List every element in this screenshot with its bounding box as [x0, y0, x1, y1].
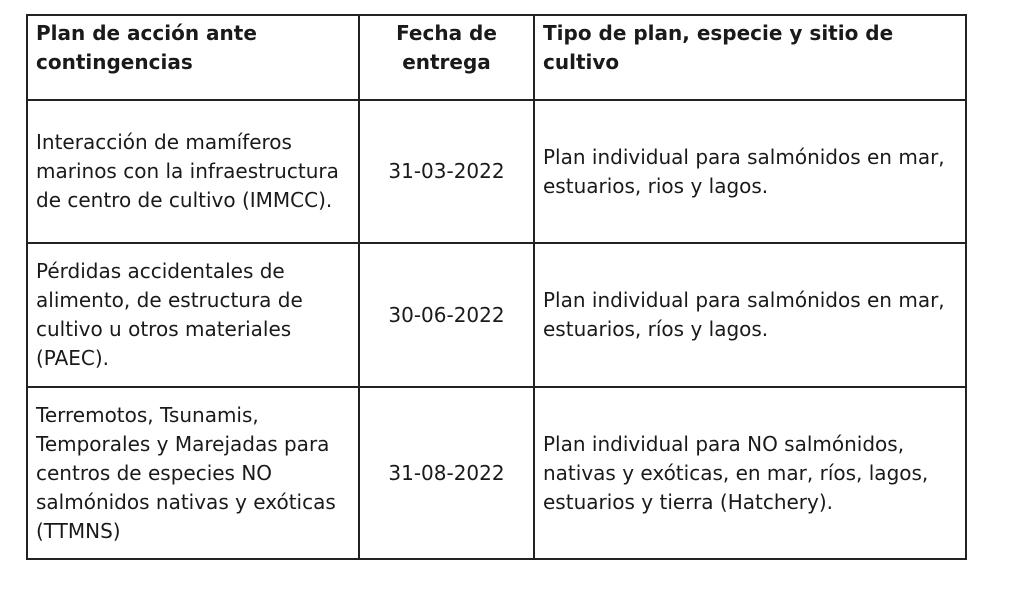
- table-row: [27, 243, 966, 387]
- plan-text: Interacción de mamíferos marinos con la infraestructura de centro de cultivo (IMMCC).: [36, 130, 339, 212]
- tipo-text: Plan individual para salmónidos en mar, estuarios, rios y lagos.: [543, 144, 945, 198]
- header-tipo: [534, 15, 966, 100]
- cell-plan: [27, 100, 359, 243]
- contingency-plans-table: [26, 14, 967, 560]
- fecha-text: 31-08-2022: [388, 460, 505, 485]
- plan-text: Pérdidas accidentales de alimento, de estructura de cultivo u otros materiales (PAEC).: [36, 259, 303, 370]
- plan-text: Terremotos, Tsunamis, Temporales y Marejadas para centros de especies NO salmónidos nativas y exóticas (TTMNS): [36, 402, 336, 543]
- table-row: [27, 100, 966, 243]
- fecha-text: 31-03-2022: [388, 159, 505, 183]
- cell-fecha: [359, 243, 534, 387]
- fecha-text: 30-06-2022: [388, 302, 505, 327]
- header-plan-label: Plan de acción ante contingencias: [36, 21, 257, 74]
- cell-fecha: [359, 100, 534, 243]
- table-header-row: [27, 15, 966, 100]
- tipo-text: Plan individual para NO salmónidos, nativas y exóticas, en mar, ríos, lagos, estuarios y tierra (Hatchery).: [543, 431, 929, 514]
- cell-fecha: [359, 387, 534, 559]
- cell-tipo: [534, 243, 966, 387]
- header-fecha: [359, 15, 534, 100]
- cell-plan: [27, 243, 359, 387]
- contingency-plans-table-container: [26, 14, 967, 560]
- header-tipo-label: Tipo de plan, especie y sitio de cultivo: [543, 21, 894, 74]
- cell-plan: [27, 387, 359, 559]
- header-plan: [27, 15, 359, 100]
- table-row: [27, 387, 966, 559]
- header-fecha-label: Fecha de entrega: [396, 21, 497, 74]
- tipo-text: Plan individual para salmónidos en mar, estuarios, ríos y lagos.: [543, 288, 945, 341]
- cell-tipo: [534, 387, 966, 559]
- cell-tipo: [534, 100, 966, 243]
